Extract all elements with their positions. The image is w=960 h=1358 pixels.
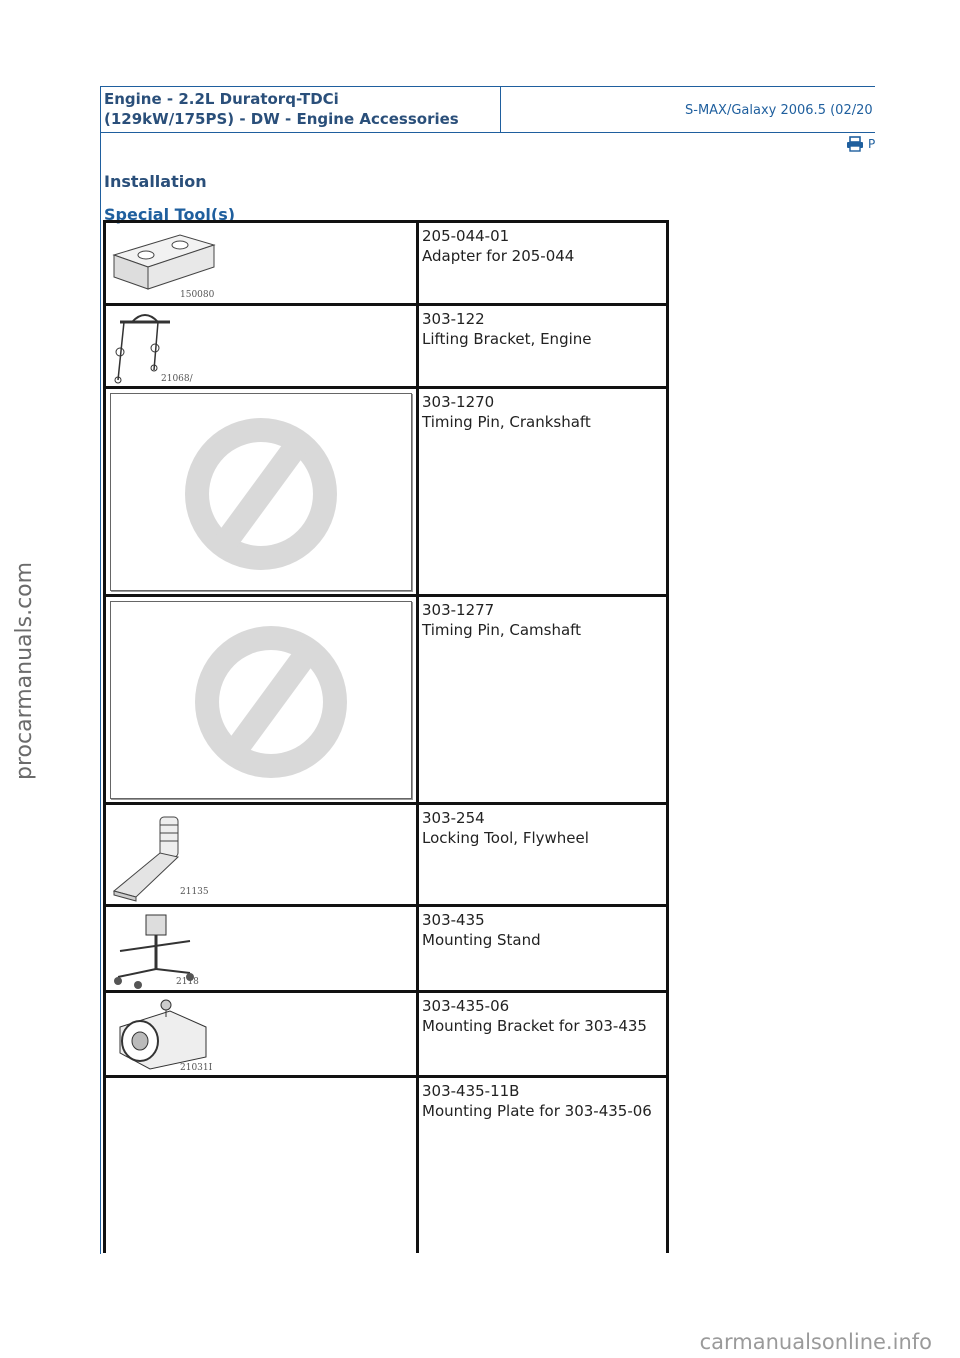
figure-number: 150080: [180, 290, 215, 300]
table-row: [105, 992, 668, 1077]
tool-number: 205-044-01: [422, 227, 510, 245]
tool-name: Mounting Stand: [422, 931, 541, 949]
tool-image-cell: [105, 804, 418, 906]
adapter-block-icon: [110, 227, 230, 299]
tool-image-cell: [105, 992, 418, 1077]
table-row: [105, 388, 668, 596]
tool-description-cell: [418, 388, 668, 596]
tool-number: 303-435: [422, 911, 485, 929]
tool-name: Adapter for 205-044: [422, 247, 575, 265]
no-image-icon: [111, 394, 411, 590]
figure-number: 21068/: [161, 374, 193, 384]
figure-number: 21031I: [180, 1063, 213, 1073]
page-left-rule: [100, 86, 101, 1254]
tool-name: Timing Pin, Crankshaft: [422, 413, 591, 431]
figure-number: 21135: [180, 887, 209, 897]
figure-number: 2118: [176, 977, 199, 987]
print-icon[interactable]: [846, 136, 864, 152]
document-title-line1: Engine - 2.2L Duratorq-TDCi: [104, 90, 339, 108]
tool-number: 303-1277: [422, 601, 495, 619]
table-row: [105, 222, 668, 305]
tool-image-cell: [105, 1077, 418, 1253]
tool-description-cell: [418, 804, 668, 906]
tool-image-cell: [105, 906, 418, 992]
tool-number: 303-435-11B: [422, 1082, 520, 1100]
vehicle-model: S-MAX/Galaxy 2006.5 (02/20: [685, 103, 873, 118]
watermark-procarmanuals: procarmanuals.com: [12, 561, 37, 780]
special-tools-table: [103, 220, 669, 1253]
header-bottom-rule: [100, 132, 875, 133]
header-divider: [500, 86, 501, 132]
table-row: [105, 1077, 668, 1253]
no-image-icon: [111, 602, 411, 798]
tool-name: Mounting Bracket for 303-435: [422, 1017, 647, 1035]
tool-number: 303-254: [422, 809, 485, 827]
table-row: [105, 906, 668, 992]
tool-number: 303-435-06: [422, 997, 510, 1015]
tool-name: Timing Pin, Camshaft: [422, 621, 582, 639]
special-tools-title: Special Tool(s): [104, 205, 236, 224]
tool-number: 303-122: [422, 310, 485, 328]
tool-name: Mounting Plate for 303-435-06: [422, 1102, 652, 1120]
tool-description-cell: [418, 596, 668, 804]
no-image-placeholder: [110, 601, 412, 799]
tool-image-cell: [105, 305, 418, 388]
tool-description-cell: [418, 992, 668, 1077]
table-row: [105, 596, 668, 804]
no-image-placeholder: [110, 393, 412, 591]
section-title: Installation: [104, 172, 207, 191]
table-row: [105, 305, 668, 388]
tool-description-cell: [418, 222, 668, 305]
tool-number: 303-1270: [422, 393, 495, 411]
tool-name: Locking Tool, Flywheel: [422, 829, 589, 847]
table-row: [105, 804, 668, 906]
document-title-line2: (129kW/175PS) - DW - Engine Accessories: [104, 110, 459, 128]
tool-image-cell: [105, 596, 418, 804]
tool-description-cell: [418, 305, 668, 388]
tool-description-cell: [418, 906, 668, 992]
tool-image-cell: [105, 222, 418, 305]
tool-image-cell: [105, 388, 418, 596]
print-link[interactable]: P: [868, 137, 876, 151]
tool-description-cell: [418, 1077, 668, 1253]
watermark-carmanualsonline: carmanualsonline.info: [699, 1330, 932, 1354]
tool-name: Lifting Bracket, Engine: [422, 330, 592, 348]
header-top-rule: [100, 86, 875, 87]
document-title: [104, 89, 496, 129]
